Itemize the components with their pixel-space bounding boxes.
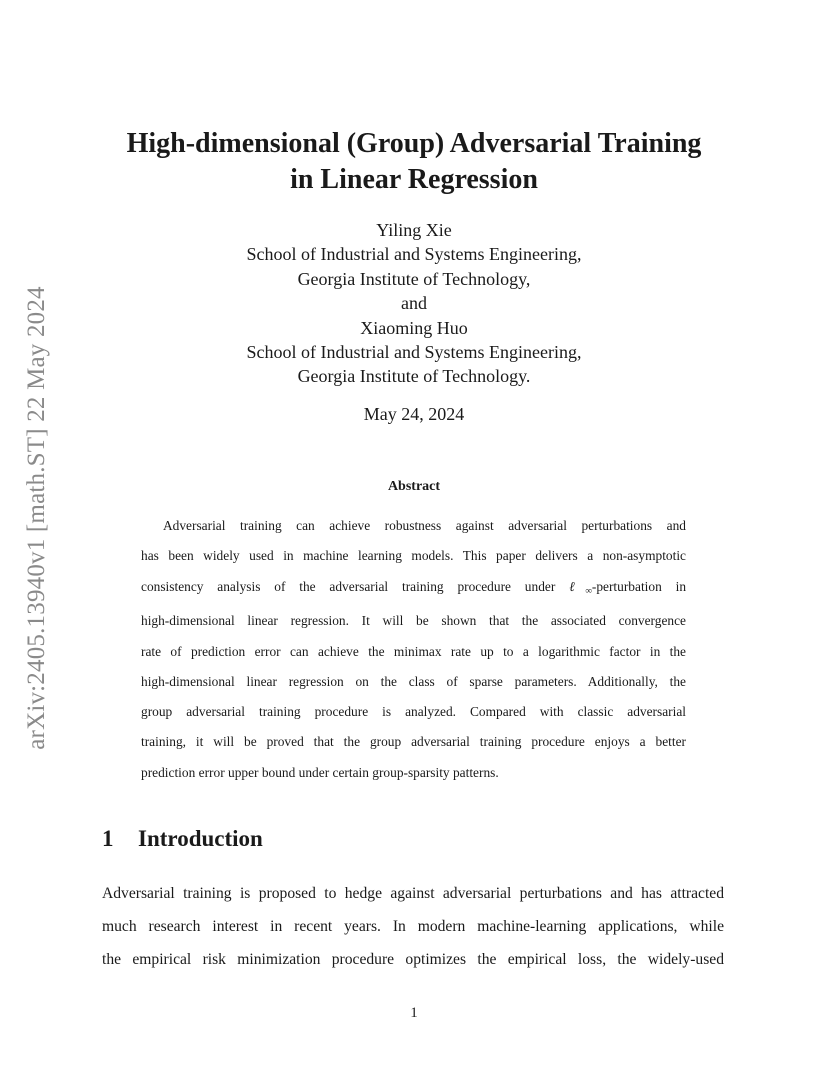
abstract-heading: Abstract [387,479,441,494]
author-institution: Georgia Institute of Technology, [297,268,531,289]
abstract-line-text: consistency analysis of the adversarial training procedure under [141,578,570,594]
abstract-line: Adversarial training can achieve robustness against adversarial perturbations and [163,518,686,533]
infinity-subscript: ∞ [585,585,592,596]
arxiv-identifier: arXiv:2405.13940v1 [math.ST] 22 May 2024 [23,286,50,750]
title-line-2: in Linear Regression [290,164,538,195]
abstract-line: high-dimensional linear regression on the class of sparse parameters. Additionally, the [141,673,686,689]
intro-line: the empirical risk minimization procedure optimizes the empirical loss, the widely-used [102,951,724,968]
title-line-1: High-dimensional (Group) Adversarial Training [126,128,702,159]
section-title: Introduction [138,826,263,851]
section-number: 1 [102,826,114,851]
abstract-line: has been widely used in machine learning models. This paper delivers a non-asymptotic [141,548,686,564]
abstract-line: prediction error upper bound under certain group-sparsity patterns. [141,764,499,780]
paper-title [0,126,828,198]
intro-line: Adversarial training is proposed to hedge against adversarial perturbations and has attracted [102,885,724,902]
abstract-line: high-dimensional linear regression. It will be shown that the associated convergence [141,613,686,629]
abstract-line: rate of prediction error can achieve the minimax rate up to a logarithmic factor in the [141,643,686,659]
paper-date: May 24, 2024 [363,404,465,424]
author-conjunction: and [401,293,427,314]
abstract-line: group adversarial training procedure is analyzed. Compared with classic adversarial [141,704,686,720]
author-affiliation: School of Industrial and Systems Engineering, [246,244,582,265]
author-institution: Georgia Institute of Technology. [297,366,531,387]
author-block [0,218,828,389]
section-heading [102,823,263,855]
abstract-line [141,572,686,607]
abstract-line-suffix: -perturbation in [591,578,687,594]
intro-line: much research interest in recent years. In modern machine-learning applications, while [102,918,724,935]
author-name: Yiling Xie [376,220,452,240]
page-number: 1 [410,1005,418,1021]
ell-symbol: ℓ [569,578,586,594]
author-affiliation: School of Industrial and Systems Engineering, [246,342,582,363]
introduction-body [102,877,724,976]
abstract-line: training, it will be proved that the group adversarial training procedure enjoys a better [141,734,686,750]
abstract-body [141,511,686,788]
author-name: Xiaoming Huo [360,317,468,338]
